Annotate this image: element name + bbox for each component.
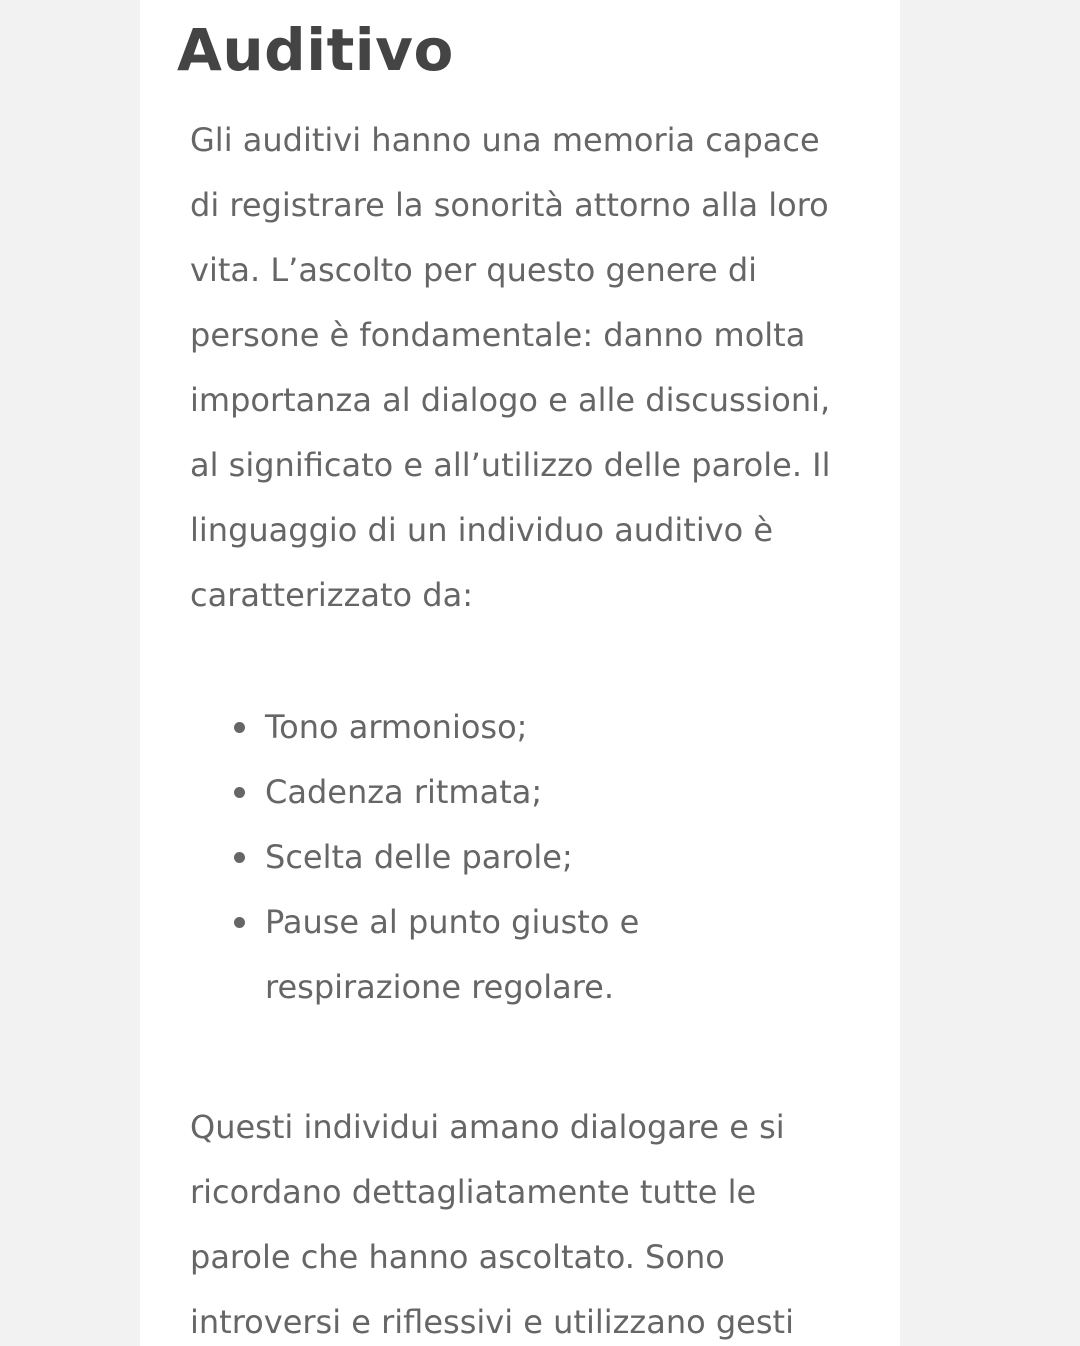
paragraph-line: al significato e all’utilizzo delle parole. Il [190,446,831,484]
closing-paragraph [190,1095,870,1346]
paragraph-line: importanza al dialogo e alle discussioni, [190,381,831,419]
intro-paragraph [190,108,870,628]
paragraph-line: Gli auditivi hanno una memoria capace [190,121,820,159]
section-heading: Auditivo [177,16,454,84]
list-item [190,825,870,890]
bullet-dot-icon [234,722,245,733]
paragraph-line: Questi individui amano dialogare e si [190,1108,785,1146]
list-item-text: Tono armonioso; [265,708,528,746]
paragraph-line: persone è fondamentale: danno molta [190,316,806,354]
list-item-text: Cadenza ritmata; [265,773,543,811]
list-item-text: Pause al punto giusto e [265,903,640,941]
paragraph-line: ricordano dettagliatamente tutte le [190,1173,757,1211]
list-item-text: respirazione regolare. [265,968,615,1006]
paragraph-line: introversi e riflessivi e utilizzano gesti [190,1303,794,1341]
bullet-dot-icon [234,852,245,863]
paragraph-line: parole che hanno ascoltato. Sono [190,1238,725,1276]
paragraph-line: vita. L’ascolto per questo genere di [190,251,758,289]
traits-list [190,695,870,1020]
list-item [190,695,870,760]
list-item [190,760,870,825]
bullet-dot-icon [234,917,245,928]
list-item-text: Scelta delle parole; [265,838,573,876]
bullet-dot-icon [234,787,245,798]
paragraph-line: caratterizzato da: [190,576,473,614]
article-content [140,0,900,1346]
list-item [190,890,870,1020]
paragraph-line: linguaggio di un individuo auditivo è [190,511,774,549]
paragraph-line: di registrare la sonorità attorno alla loro [190,186,829,224]
